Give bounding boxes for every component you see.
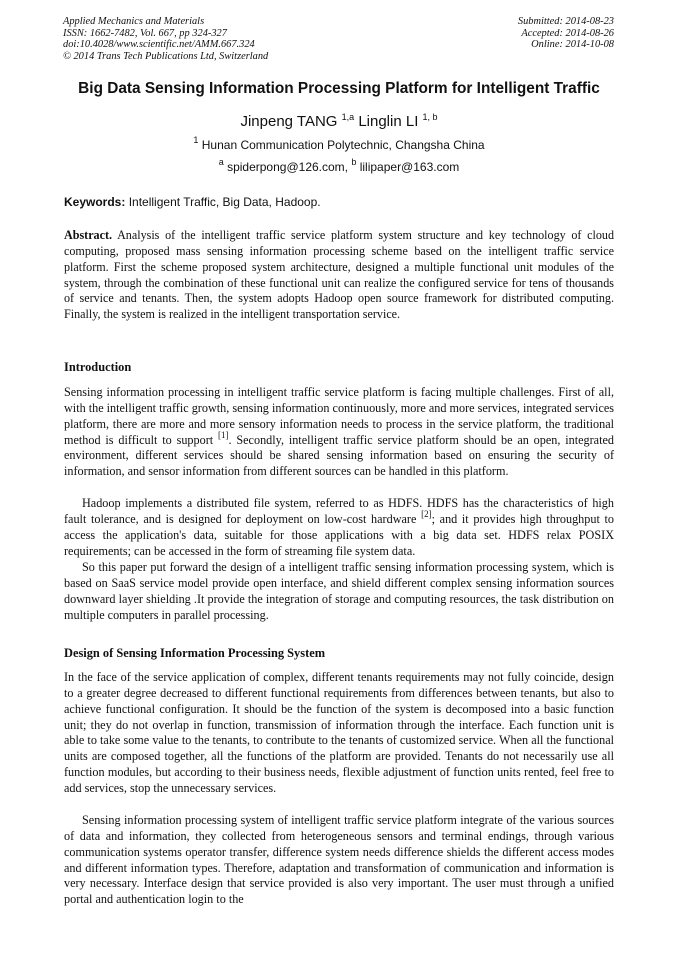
intro-p2-text-b: ; and it provides high throughput to access the application's data, suitable for those applications with a big data set. HDFS relax POSIX requirements; can be accessed in the form of streaming file system data. — [64, 511, 614, 558]
abstract-text: Analysis of the intelligent traffic service platform system structure and key technology of cloud computing, proposed mass sensing information processing scheme based on the intelligent traffic service platform. First the scheme proposed system architecture, designed a multiple functional unit modules of the system, through the combination of these functional unit can realize the configured service for tens of thousands of service and tenants. Then, the system adopts Hadoop open source framework for distributed computing. Finally, the system is realized in the intelligent transportation service. — [64, 228, 614, 322]
intro-p2-text-a: Hadoop implements a distributed file system, referred to as HDFS. HDFS has the characteristics of high fault tolerance, and is designed for deployment on low-cost hardware — [64, 496, 614, 526]
design-paragraph-1: In the face of the service application of complex, different tenants requirements may not fully coincide, design to a greater degree decreased to different functional requirements from differences between tenants, but also to achieve functional configuration. It should be the function of the system is decomposed into a basic function unit; they do not overlap in function, transmission of information through the interface. Each function unit is able to take some value to the tenants, to contribute to the tenants of customized service. When all the functional units are composed together, all the functions of the platform are provided. Tenants do not necessarily use all function modules, but according to their business needs, flexible adjustment of function units rented, feel free to add services, stop the unnecessary services. — [64, 670, 614, 795]
citation-ref-1: [1] — [217, 429, 229, 440]
section-heading-design: Design of Sensing Information Processing System — [64, 646, 326, 660]
journal-issn: ISSN: 1662-7482, Vol. 667, pp 324-327 — [63, 27, 227, 39]
author-name-1: Jinpeng TANG — [240, 113, 338, 130]
journal-header-left — [63, 16, 268, 62]
design-paragraph-2: Sensing information processing system of intelligent traffic service platform integrate of the various sources of data and information, they collected from heterogeneous sensors and terminal endings, through various communication systems operator transfer, difference system needs difference shields the different access modes and different information types. Therefore, adaptation and transformation of communication and information is very necessary. Interface design that service provided is also very important. The user must through a unified portal and authentication login to the — [64, 813, 614, 907]
intro-paragraph-2 — [64, 496, 614, 559]
author-line — [0, 113, 678, 130]
submitted-date: Submitted: 2014-08-23 — [517, 16, 614, 27]
abstract-label: Abstract. — [64, 228, 113, 242]
email-line — [0, 157, 678, 174]
doi-line: doi:10.4028/www.scientific.net/AMM.667.324 — [63, 39, 255, 51]
journal-header-right — [518, 16, 614, 51]
intro-p1-text-b: . Secondly, intelligent traffic service platform should be an open, integrated environment, different services should be shared sensing information based on ensuring the security of information, and sensor information from different sources can be handled in this platform. — [64, 432, 614, 479]
intro-paragraph-3: So this paper put forward the design of a intelligent traffic sensing information processing system, which is based on SaaS service model provide open interface, and shield different complex sensing information sources downward layer shielding .It provide the integration of storage and computing resources, the task distribution on multiple computers in parallel processing. — [64, 560, 614, 622]
journal-name: Applied Mechanics and Materials — [63, 16, 205, 27]
section-heading-introduction: Introduction — [64, 360, 132, 374]
keywords-text: Intelligent Traffic, Big Data, Hadoop. — [128, 195, 321, 209]
copyright-line: © 2014 Trans Tech Publications Ltd, Switzerland — [63, 50, 269, 62]
author-mark-2: 1, b — [422, 112, 438, 122]
email-mark-a: a — [218, 157, 224, 167]
intro-paragraph-1 — [64, 385, 614, 480]
author-name-2: Linglin LI — [358, 113, 419, 130]
abstract — [64, 228, 614, 323]
affiliation-line — [0, 135, 678, 152]
email-b: lilipaper@163.com — [359, 160, 460, 174]
online-date: Online: 2014-10-08 — [531, 39, 614, 51]
citation-ref-2: [2] — [421, 508, 432, 519]
paper-title: Big Data Sensing Information Processing Platform for Intelligent Traffic — [78, 80, 600, 97]
accepted-date: Accepted: 2014-08-26 — [521, 27, 614, 39]
affiliation-text: Hunan Communication Polytechnic, Changsha China — [201, 138, 485, 152]
keywords-label: Keywords: — [64, 195, 126, 209]
keywords — [64, 195, 321, 209]
intro-p1-text-a: Sensing information processing in intelligent traffic service platform is facing multiple challenges. First of all, with the intelligent traffic growth, sensing information continuously, more and more services, integrated services platform, there are more and more sensory information needs to process in the service platform, the traditional method is difficult to support — [64, 385, 614, 447]
email-a: spiderpong@126.com, — [227, 160, 348, 174]
author-mark-1: 1,a — [341, 112, 355, 122]
affiliation-mark: 1 — [193, 135, 199, 145]
email-mark-b: b — [351, 157, 357, 167]
